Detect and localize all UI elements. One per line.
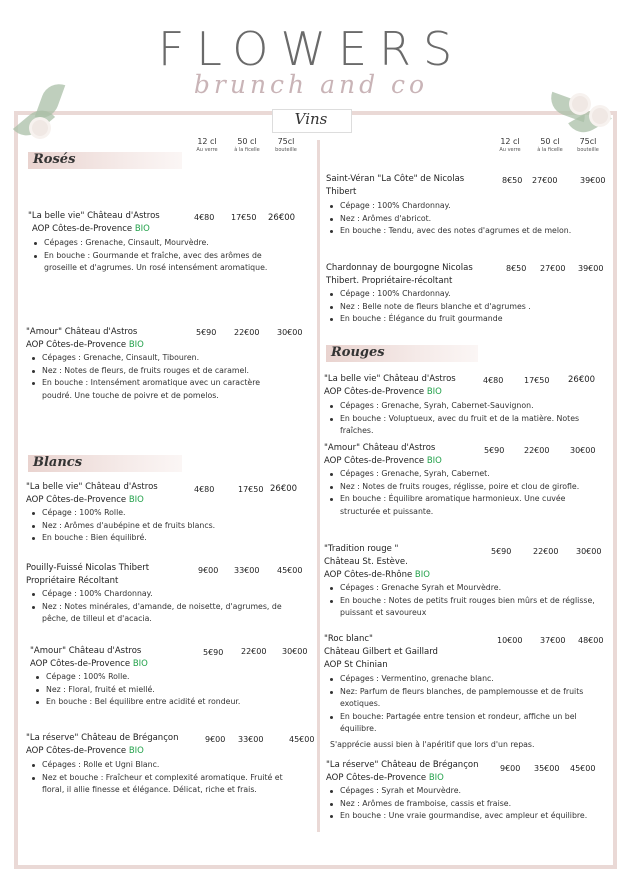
detail-item: En bouche : Notes de petits fruit rouges bien mûrs et de réglisse, puissant et savoureux — [326, 595, 606, 620]
detail-item: En bouche : Intensément aromatique avec un caractère poudré. Une touche de poivre et de pomelos. — [28, 377, 290, 402]
detail-item: En bouche : Bel équilibre entre acidité et rondeur. — [32, 696, 294, 709]
price-bottle: 45€00 — [570, 764, 596, 773]
wine-details — [326, 200, 594, 238]
wine-details — [326, 400, 588, 438]
wine-aop: AOP Côtes-de-Provence BIO — [26, 746, 144, 756]
detail-item: Cépages : Grenache, Syrah, Cabernet-Sauvignon. — [326, 400, 588, 413]
detail-item: Cépages : Grenache, Syrah, Cabernet. — [326, 468, 602, 481]
detail-item: Nez : Floral, fruité et miellé. — [32, 684, 294, 697]
detail-item: Cépages : Vermentino, grenache blanc. — [326, 673, 602, 686]
wine-details — [30, 237, 292, 275]
detail-item: Nez : Arômes d'aubépine et de fruits blancs. — [28, 520, 290, 533]
price-50cl: 35€00 — [534, 764, 560, 773]
header-75cl-right: 75cl bouteille — [577, 137, 599, 153]
wine-aop: AOP Côtes-de-Provence BIO — [324, 456, 442, 466]
wine-name: "Amour" Château d'Astros — [26, 327, 138, 337]
price-glass: 9€00 — [198, 566, 219, 575]
price-bottle: 45€00 — [277, 566, 303, 575]
wine-details — [326, 785, 588, 823]
price-glass: 5€90 — [196, 328, 217, 337]
vins-title: Vins — [294, 110, 328, 128]
wine-aop: AOP Côtes-de-Provence BIO — [326, 773, 444, 783]
detail-item: Cépages : Grenache, Cinsault, Tibouren. — [28, 352, 290, 365]
price-glass: 9€00 — [205, 735, 226, 744]
price-50cl: 22€00 — [533, 547, 559, 556]
wine-details — [326, 468, 602, 518]
wine-details — [28, 588, 302, 626]
wine-name: "La belle vie" Château d'Astros — [324, 374, 456, 384]
detail-item: Cépage : 100% Chardonnay. — [326, 200, 594, 213]
wine-name: "Tradition rouge " Château St. Estève. AOP Côtes-de-Rhône BIO — [324, 544, 430, 580]
price-bottle: 30€00 — [277, 328, 303, 337]
wine-name: Pouilly-Fuissé Nicolas Thibert Propriétaire Récoltant — [26, 563, 150, 586]
detail-item: Cépages : Syrah et Mourvèdre. — [326, 785, 588, 798]
detail-item: En bouche : Tendu, avec des notes d'agrumes et de melon. — [326, 225, 594, 238]
price-50cl: 33€00 — [234, 566, 260, 575]
brand-title: FLOWERS — [157, 22, 465, 76]
bio-label: BIO — [128, 746, 144, 756]
detail-item: En bouche: Partagée entre tension et rondeur, affiche un bel équilibre. — [326, 711, 602, 736]
wine-name: "Amour" Château d'Astros — [324, 443, 436, 453]
bio-label: BIO — [426, 387, 442, 397]
brand-tagline: brunch and co — [193, 70, 429, 99]
detail-item: Cépages : Rolle et Ugni Blanc. — [28, 759, 306, 772]
price-50cl: 17€50 — [238, 485, 264, 494]
bio-label: BIO — [134, 224, 150, 234]
price-glass: 5€90 — [491, 547, 512, 556]
header-12cl-right: 12 cl Au verre — [499, 137, 521, 153]
price-50cl: 22€00 — [234, 328, 260, 337]
bio-label: BIO — [128, 495, 144, 505]
detail-item: Cépage : 100% Rolle. — [32, 671, 294, 684]
price-bottle: 26€00 — [268, 213, 296, 223]
wine-aop: AOP Côtes-de-Provence BIO — [30, 659, 148, 669]
price-bottle: 39€00 — [578, 264, 604, 273]
header-12cl: 12 cl Au verre — [196, 137, 218, 153]
price-50cl: 17€50 — [231, 213, 257, 222]
detail-item: En bouche : Gourmande et fraîche, avec des arômes de groseille et d'agrumes. Un rosé intensément aromatique. — [30, 250, 292, 275]
detail-item: Nez : Belle note de fleurs blanche et d'agrumes . — [326, 301, 594, 314]
price-50cl: 27€00 — [540, 264, 566, 273]
wine-details — [28, 507, 290, 545]
wine-name: "La réserve" Château de Brégançon — [26, 733, 179, 743]
detail-item: Cépages : Grenache Syrah et Mourvèdre. — [326, 582, 606, 595]
detail-item: Cépages : Grenache, Cinsault, Mourvèdre. — [30, 237, 292, 250]
price-glass: 10€00 — [497, 636, 523, 645]
detail-item: En bouche : Une vraie gourmandise, avec ampleur et équilibre. — [326, 810, 588, 823]
detail-item: Cépage : 100% Chardonnay. — [326, 288, 594, 301]
detail-item: En bouche : Voluptueux, avec du fruit et de la matière. Notes fraîches. — [326, 413, 588, 438]
bio-label: BIO — [414, 570, 430, 580]
price-bottle: 30€00 — [282, 647, 308, 656]
price-glass: 9€00 — [500, 764, 521, 773]
wine-details — [28, 759, 306, 797]
bio-label: BIO — [428, 773, 444, 783]
header-50cl-right: 50 cl à la ficelle — [537, 137, 563, 153]
section-rouges: Rouges — [326, 345, 478, 362]
price-50cl: 22€00 — [241, 647, 267, 656]
wine-details — [326, 288, 594, 326]
price-glass: 8€50 — [502, 176, 523, 185]
wine-name: "La belle vie" Château d'Astros — [26, 482, 158, 492]
price-bottle: 26€00 — [270, 484, 298, 494]
section-roses: Rosés — [28, 152, 182, 169]
wine-name: "La réserve" Château de Brégançon — [326, 760, 479, 770]
detail-item: Nez : Notes de fruits rouges, réglisse, poire et clou de girofle. — [326, 481, 602, 494]
detail-item: Nez : Notes de fleurs, de fruits rouges et de caramel. — [28, 365, 290, 378]
wine-name: "Roc blanc" Château Gilbert et Gaillard AOP St Chinian — [324, 634, 438, 670]
detail-item: Cépage : 100% Chardonnay. — [28, 588, 302, 601]
wine-details — [326, 582, 606, 620]
price-bottle: 26€00 — [568, 375, 596, 385]
price-bottle: 45€00 — [289, 735, 315, 744]
detail-item: En bouche : Élégance du fruit gourmande — [326, 313, 594, 326]
detail-item: Nez : Arômes de framboise, cassis et fraise. — [326, 798, 588, 811]
wine-name: Chardonnay de bourgogne Nicolas Thibert. Propriétaire-récoltant — [326, 263, 473, 286]
detail-item: Nez : Notes minérales, d'amande, de noisette, d'agrumes, de pêche, de tilleul et d'acacia. — [28, 601, 302, 626]
wine-name: "La belle vie" Château d'Astros — [28, 211, 160, 221]
wine-aop: AOP Côtes-de-Provence BIO — [26, 340, 144, 350]
price-50cl: 37€00 — [540, 636, 566, 645]
price-glass: 4€80 — [194, 485, 215, 494]
wine-aop: AOP Côtes-de-Provence BIO — [324, 387, 442, 397]
wine-name: "Amour" Château d'Astros — [30, 646, 142, 656]
wine-aop: AOP Côtes-de-Provence BIO — [26, 495, 144, 505]
wine-note: S'apprécie aussi bien à l'apéritif que lors d'un repas. — [330, 740, 535, 749]
price-50cl: 22€00 — [524, 446, 550, 455]
price-bottle: 30€00 — [576, 547, 602, 556]
section-blancs: Blancs — [28, 455, 182, 472]
price-glass: 4€80 — [194, 213, 215, 222]
price-50cl: 17€50 — [524, 376, 550, 385]
price-bottle: 48€00 — [578, 636, 604, 645]
wine-details — [326, 673, 602, 736]
column-divider — [317, 140, 320, 832]
wine-aop: AOP Côtes-de-Provence BIO — [32, 224, 150, 234]
detail-item: Cépage : 100% Rolle. — [28, 507, 290, 520]
price-glass: 4€80 — [483, 376, 504, 385]
bio-label: BIO — [128, 340, 144, 350]
price-bottle: 39€00 — [580, 176, 606, 185]
price-glass: 8€50 — [506, 264, 527, 273]
price-50cl: 33€00 — [238, 735, 264, 744]
bio-label: BIO — [426, 456, 442, 466]
floral-decoration-left — [12, 86, 62, 156]
price-bottle: 30€00 — [570, 446, 596, 455]
detail-item: En bouche : Bien équilibré. — [28, 532, 290, 545]
wine-details — [32, 671, 294, 709]
price-50cl: 27€00 — [532, 176, 558, 185]
detail-item: Nez et bouche : Fraîcheur et complexité aromatique. Fruité et floral, il allie finesse et élégance. Délicat, riche et frais. — [28, 772, 306, 797]
price-glass: 5€90 — [203, 648, 224, 657]
wine-name: Saint-Véran "La Côte" de Nicolas Thibert — [326, 174, 465, 197]
bio-label: BIO — [132, 659, 148, 669]
header-50cl: 50 cl à la ficelle — [234, 137, 260, 153]
wine-details — [28, 352, 290, 402]
detail-item: Nez: Parfum de fleurs blanches, de pamplemousse et de fruits exotiques. — [326, 686, 602, 711]
header-75cl: 75cl bouteille — [275, 137, 297, 153]
price-glass: 5€90 — [484, 446, 505, 455]
detail-item: En bouche : Équilibre aromatique harmonieux. Une cuvée structurée et puissante. — [326, 493, 602, 518]
detail-item: Nez : Arômes d'abricot. — [326, 213, 594, 226]
